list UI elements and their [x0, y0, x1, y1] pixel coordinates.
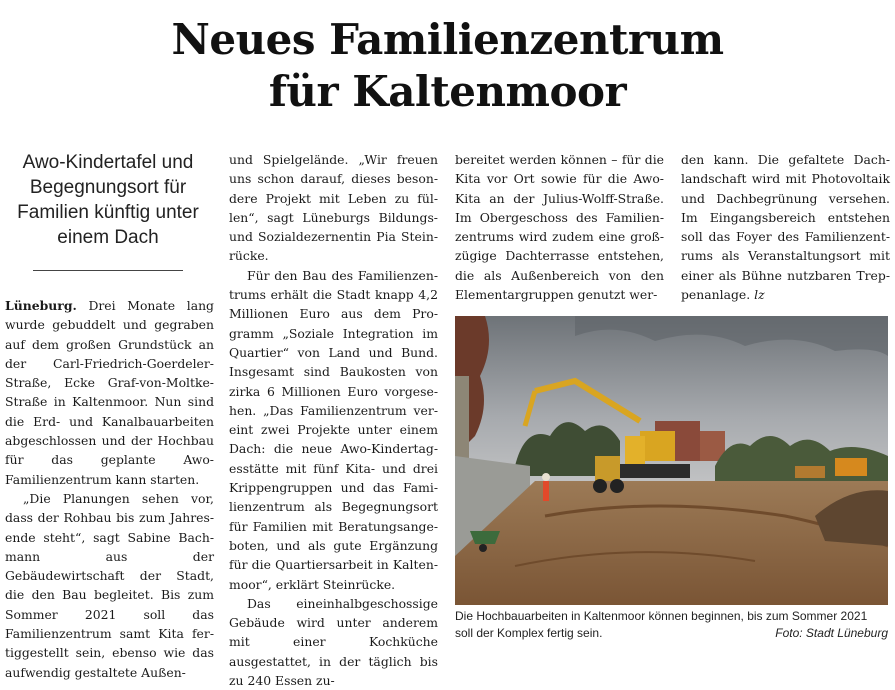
article-paragraph [681, 150, 890, 304]
photo-credit: Foto: Stadt Lüneburg [775, 626, 888, 640]
article-text: Drei Monate lang wurde gebuddelt und gegraben auf dem großen Grundstück an der Carl-Friedrich-Goerdeler-Straße, Ecke Graf-von-Moltke-Straße in Kaltenmoor. Nun sind die Erd- und Kanalbauarbeiten abgeschlossen und der Hochbau für das geplante Awo-Familienzentrum kann starten. [5, 298, 214, 487]
article-column-4 [681, 150, 890, 304]
article-paragraph: Für den Bau des Familienzentrums erhält die Stadt knapp 4,2 Millionen Euro aus dem Programm „Soziale Integration im Quartier“ von Land und Bund. Insgesamt sind Baukosten von zirka 6 Millionen Euro vorgesehen. „Das Familienzentrum vereint zwei Projekte unter einem Dach: die neue Awo-Kindertagesstätte mit fünf Kita- und drei Krippengruppen und das Familienzentrum als Begegnungsort für Familien mit Beratungsangeboten, und als gute Ergänzung für die Quartiersarbeit in Kaltenmoor“, erklärt Steinrücke. [229, 267, 438, 592]
worker [543, 481, 549, 501]
construction-site-photo [455, 316, 888, 605]
wheelbarrow [470, 531, 500, 544]
headline [0, 14, 895, 118]
article-paragraph: bereitet werden können – für die Kita vor Ort sowie für die Awo-Kita an der Julius-Wolff-Straße. Im Obergeschoss des Familienzentrums wird zudem eine großzügige Dachterrasse entstehen, die als Außenbereich von den Elementargruppen genutzt wer- [455, 152, 664, 303]
article-paragraph: und Spielgelände. „Wir freuen uns schon darauf, dieses besondere Projekt mit Leben zu füllen“, sagt Lüneburgs Bildungs- und Sozialdezernentin Pia Steinrücke. [229, 152, 438, 264]
article-column-2 [229, 150, 438, 690]
article-paragraph [5, 296, 214, 489]
article-text: den kann. Die gefaltete Dachlandschaft wird mit Photovoltaik und Dachbegrünung versehen. Im Eingangsbereich entstehen soll das Foyer des Familienzentrums als Veranstaltungsort mit einer als Bühne nutzbaren Treppenanlage. [681, 152, 890, 303]
dateline: Lüneburg. [5, 298, 77, 313]
article-paragraph: Das eineinhalbgeschossige Gebäude wird unter anderem mit einer Kochküche ausgestattet, in der täglich bis zu 240 Essen zu- [229, 595, 438, 689]
article-column-1 [5, 296, 214, 682]
van [835, 458, 867, 476]
headline-line-2: für Kaltenmoor [268, 67, 627, 116]
caption-text: Die Hochbauarbeiten in Kaltenmoor können beginnen, bis zum Sommer 2021 soll der Komplex fertig sein. [455, 609, 868, 640]
ground [455, 481, 888, 605]
article-paragraph: „Die Planungen sehen vor, dass der Rohbau bis zum Jahresende steht“, sagt Sabine Bachmann aus der Gebäudewirtschaft der Stadt, die den Bau begleitet. Bis zum Sommer 2021 soll das Familienzentrum samt Kita fertiggestellt sein, ebenso wie das aufwendig gestaltete Außen- [5, 490, 214, 680]
headline-line-1: Neues Familienzentrum [171, 15, 724, 64]
author-initials: lz [754, 287, 765, 303]
subheadline: Awo-Kindertafel und Begegnungsort für Familien künftig unter einem Dach [17, 152, 199, 248]
article-column-3 [455, 150, 664, 304]
photo-caption [455, 608, 888, 642]
subheadline-divider [33, 270, 183, 271]
